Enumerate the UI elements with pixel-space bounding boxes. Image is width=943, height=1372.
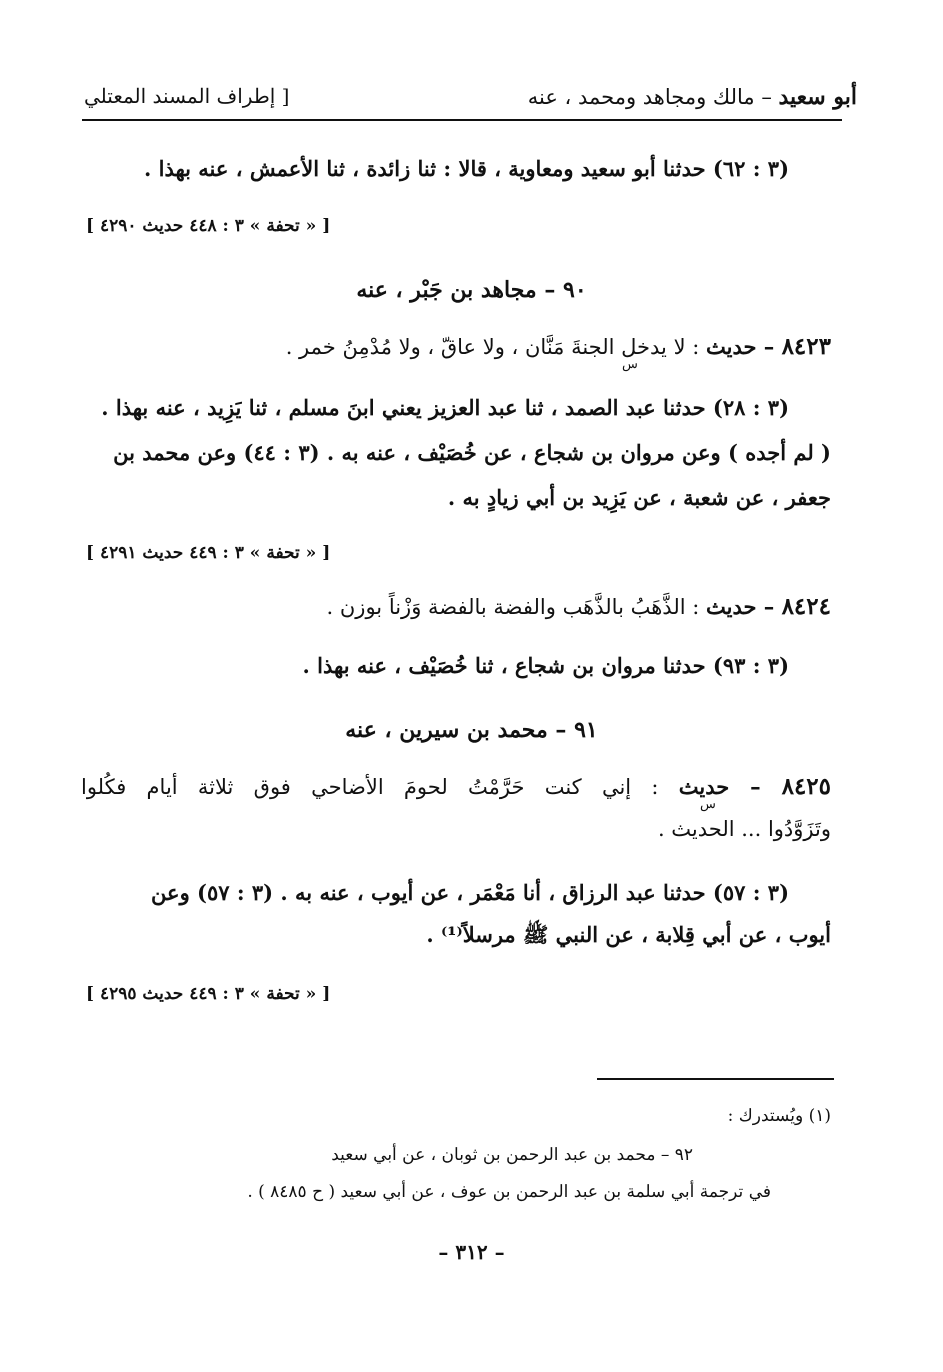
hadith-number: ٨٤٢٥: [781, 773, 832, 800]
footnote-line: (١) ويُستدرك :: [727, 1106, 831, 1126]
hadith-label: – حديث: [705, 594, 782, 619]
running-header-right: [528, 84, 857, 110]
hadith-label: – حديث: [705, 334, 782, 359]
footnote-line: في ترجمة أبي سلمة بن عبد الرحمن بن عوف ، عن أبي سعيد ( ح ٨٤٨٥ ) .: [247, 1182, 771, 1202]
hadith-heading: [81, 773, 831, 800]
tuhfa-reference: [ « تحفة » ٣ : ٤٤٩ حديث ٤٢٩١ ]: [86, 543, 331, 563]
tuhfa-reference: [ « تحفة » ٣ : ٤٤٨ حديث ٤٢٩٠ ]: [86, 216, 331, 236]
text-line: (٣ : ٢٨) حدثنا عبد الصمد ، ثنا عبد العزيز يعني ابنَ مسلم ، ثنا يَزِيد ، عنه بهذا .: [101, 395, 789, 420]
section-title: ٩٠ – مجاهد بن جَبْر ، عنه: [356, 277, 587, 303]
hadith-label: – حديث: [678, 774, 782, 799]
hadith-heading: [286, 333, 831, 360]
text-line: أيوب ، عن أبي قِلابة ، عن النبي ﷺ مرسلاً⁽¹⁾ .: [426, 922, 831, 947]
hadith-text: : إني كنت حَرَّمْتُ لحومَ الأضاحي فوق ثلاثة أيام فكُلوا: [81, 775, 679, 799]
text-line: (٣ : ٩٣) حدثنا مروان بن شجاع ، ثنا خُصَيْف ، عنه بهذا .: [302, 653, 789, 678]
text-line: ( لم أجده ) وعن مروان بن شجاع ، عن خُصَيْف ، عنه به . (٣ : ٤٤) وعن محمد بن: [113, 440, 831, 465]
siglum-mark: س: [700, 797, 716, 812]
header-rule: [82, 119, 842, 121]
hadith-heading: [327, 593, 831, 620]
text-line: جعفر ، عن شعبة ، عن يَزِيد بن أبي زيادٍ به .: [447, 485, 831, 510]
text-line: (٣ : ٦٢) حدثنا أبو سعيد ومعاوية ، قالا : ثنا زائدة ، ثنا الأعمش ، عنه بهذا .: [143, 156, 789, 181]
siglum-mark: س: [622, 357, 638, 372]
hadith-number: ٨٤٢٤: [781, 593, 831, 620]
text-line: وتَزَوَّدُوا ... الحديث .: [657, 817, 831, 841]
hadith-number: ٨٤٢٣: [781, 333, 831, 360]
running-header-left: [ إطراف المسند المعتلي: [84, 84, 290, 108]
header-subtitle: – مالك ومجاهد ومحمد ، عنه: [527, 85, 779, 109]
page-number: – ٣١٢ –: [438, 1240, 505, 1264]
hadith-text: : لا يدخل الجنةَ مَنَّان ، ولا عاقّ ، ولا مُدْمِنُ خمر .: [285, 335, 706, 359]
hadith-text: : الذَّهَبُ بالذَّهَب والفضة بالفضة وَزْناً بوزن .: [326, 595, 706, 619]
footnote-rule: [597, 1078, 834, 1080]
footnote-line: ٩٢ – محمد بن عبد الرحمن بن ثوبان ، عن أبي سعيد: [331, 1145, 693, 1165]
section-title: ٩١ – محمد بن سيرين ، عنه: [345, 717, 598, 743]
header-author: أبو سعيد: [778, 84, 857, 110]
tuhfa-reference: [ « تحفة » ٣ : ٤٤٩ حديث ٤٢٩٥ ]: [86, 984, 331, 1004]
text-line: (٣ : ٥٧) حدثنا عبد الرزاق ، أنا مَعْمَر ، عن أيوب ، عنه به . (٣ : ٥٧) وعن: [151, 880, 789, 905]
